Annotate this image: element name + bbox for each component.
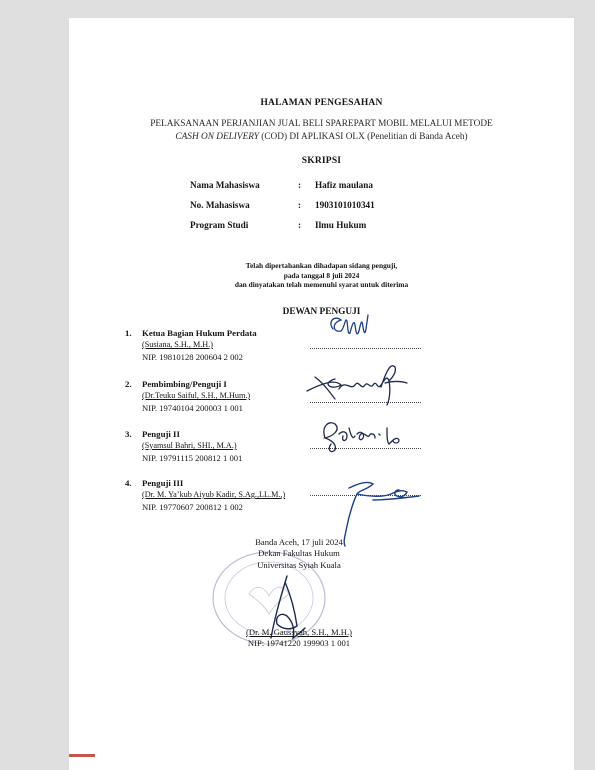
examiner-2-name: (Dr.Teuku Saiful, S.H., M.Hum.) xyxy=(142,391,251,400)
examiner-3-name: (Syamsul Bahri, SHI., M.A.) xyxy=(142,441,237,450)
examiner-3-role: Penguji II xyxy=(142,429,180,439)
defense-line3: dan dinyatakan telah memenuhi syarat untuk diterima xyxy=(234,280,409,290)
defense-line1: Telah dipertahankan dihadapan sidang penguji, xyxy=(245,261,398,270)
study-program-label: Program Studi xyxy=(190,220,249,230)
examiner-2-number: 2. xyxy=(125,379,132,389)
study-program-sep: : xyxy=(298,220,302,230)
examiner-3-number: 3. xyxy=(125,429,132,439)
dean-block xyxy=(199,627,399,650)
approval-institution: Universitas Syiah Kuala xyxy=(257,559,341,570)
examiner-4-name: (Dr. M. Ya’kub Aiyub Kadir, S.Ag.,LL.M.,) xyxy=(142,490,286,499)
student-name-value: Hafiz maulana xyxy=(315,180,373,190)
examiner-3-signature xyxy=(313,414,433,454)
dean-name: (Dr. M. Gaussyah, S.H., M.H.) xyxy=(246,627,352,637)
examiner-1-role: Ketua Bagian Hukum Perdata xyxy=(142,328,257,338)
examiners-title: DEWAN PENGUJI xyxy=(282,307,361,317)
approval-block xyxy=(199,537,399,571)
examiner-2-signature xyxy=(301,361,421,405)
student-number-label: No. Mahasiswa xyxy=(190,200,250,210)
examiner-2-nip: NIP. 19740104 200003 1 001 xyxy=(142,403,243,413)
thesis-title xyxy=(69,118,574,144)
examiner-1-nip: NIP. 19810128 200604 2 002 xyxy=(142,352,243,362)
student-number-sep: : xyxy=(298,200,302,210)
examiner-3-nip: NIP. 19791115 200812 1 001 xyxy=(142,453,243,463)
examiner-1-signature-line xyxy=(310,348,421,349)
defense-line2: pada tanggal 8 juli 2024 xyxy=(283,270,360,280)
approval-position: Dekan Fakultas Hukum xyxy=(258,548,340,559)
examiner-2-role: Pembimbing/Penguji I xyxy=(142,379,227,389)
doc-type: SKRIPSI xyxy=(301,156,342,166)
approval-place-date: Banda Aceh, 17 juli 2024 xyxy=(255,537,343,547)
thesis-title-line1: PELAKSANAAN PERJANJIAN JUAL BELI SPAREPART MOBIL MELALUI METODE xyxy=(150,119,493,129)
thesis-title-rest: (COD) DI APLIKASI OLX (Penelitian di Banda Aceh) xyxy=(258,132,468,142)
page-edge-mark xyxy=(69,754,95,757)
student-name-label: Nama Mahasiswa xyxy=(190,180,260,190)
examiner-4-number: 4. xyxy=(125,478,132,488)
document-page xyxy=(69,18,574,770)
student-number-value: 1903101010341 xyxy=(315,200,375,210)
student-name-sep: : xyxy=(298,180,302,190)
dean-nip: NIP: 19741220 199903 1 001 xyxy=(247,638,351,649)
examiner-1-name: (Susiana, S.H., M.H.) xyxy=(142,340,213,349)
page-heading: HALAMAN PENGESAHAN xyxy=(260,98,383,108)
examiner-4-nip: NIP. 19770607 200812 1 002 xyxy=(142,502,243,512)
thesis-title-line2 xyxy=(69,131,574,144)
study-program-value: Ilmu Hukum xyxy=(315,220,367,230)
examiner-1-number: 1. xyxy=(125,328,132,338)
thesis-title-italic: CASH ON DELIVERY xyxy=(175,132,259,142)
examiner-4-role: Penguji III xyxy=(142,478,184,488)
examiner-1-signature xyxy=(321,311,391,345)
defense-statement xyxy=(69,261,574,290)
